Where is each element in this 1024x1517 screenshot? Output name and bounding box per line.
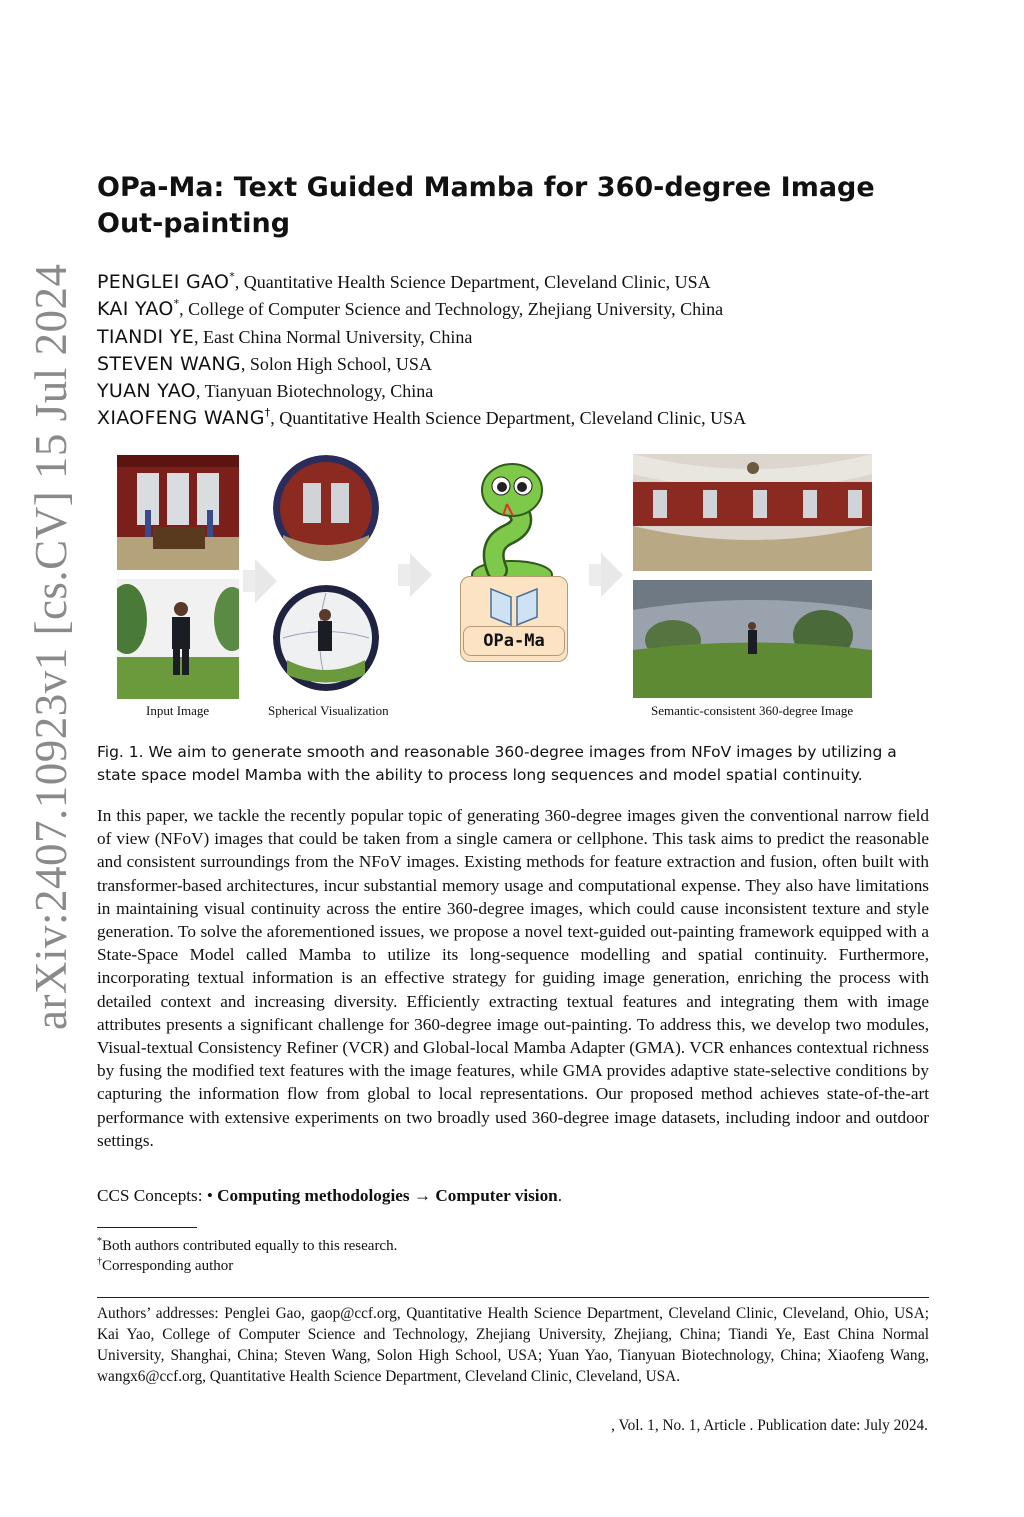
footnote-mark: † xyxy=(97,1256,102,1267)
author-list xyxy=(97,263,957,430)
footnote-text: Corresponding author xyxy=(102,1258,234,1274)
author-affiliation: , Quantitative Health Science Department, Cleveland Clinic, USA xyxy=(270,408,747,429)
sphere-office xyxy=(273,455,379,561)
model-icon xyxy=(461,581,567,631)
author-affiliation: , College of Computer Science and Technology, Zhejiang University, China xyxy=(179,299,724,320)
author-line xyxy=(97,399,957,430)
author-name: YUAN YAO xyxy=(97,380,196,403)
author-line xyxy=(97,318,957,348)
flow-arrow-icon xyxy=(601,553,623,597)
author-affiliation: , Solon High School, USA xyxy=(240,353,432,374)
footnote-equal-contribution xyxy=(97,1236,397,1255)
footnote-corresponding xyxy=(97,1256,233,1275)
author-affiliation: , East China Normal University, China xyxy=(194,326,473,347)
ccs-concepts xyxy=(97,1186,562,1206)
teaser-figure xyxy=(115,452,885,722)
input-image-office xyxy=(117,455,239,570)
flow-arrow-body xyxy=(398,564,410,586)
paper-title: OPa-Ma: Text Guided Mamba for 360-degree Image Out-painting xyxy=(97,172,875,239)
author-line xyxy=(97,372,957,403)
ccs-suffix: . xyxy=(557,1186,563,1205)
input-image-field xyxy=(117,579,239,699)
author-name: PENGLEI GAO xyxy=(97,271,230,293)
flow-arrow-body xyxy=(243,570,255,592)
author-mark: † xyxy=(264,406,271,420)
author-name: XIAOFENG WANG xyxy=(97,407,265,430)
flow-arrow-icon xyxy=(255,559,277,603)
author-mark: * xyxy=(229,270,235,283)
author-line xyxy=(97,290,957,321)
footnote-mark: * xyxy=(97,1236,102,1247)
author-line xyxy=(97,263,957,293)
ccs-arrow: → xyxy=(409,1186,436,1205)
sphere-field xyxy=(273,585,379,691)
footnote-rule xyxy=(97,1227,197,1228)
model-name: OPa-Ma xyxy=(483,631,545,651)
output-panorama-outdoor xyxy=(633,580,872,698)
author-line xyxy=(97,345,957,375)
model-block xyxy=(460,576,568,662)
figure-caption: Fig. 1. We aim to generate smooth and reasonable 360-degree images from NFoV images by utilizing a state space model Mamba with the ability to process long sequences and model spatial continuity. xyxy=(97,743,897,784)
mamba-snake-illustration xyxy=(467,460,557,590)
author-addresses: Authors’ addresses: Penglei Gao, gaop@ccf.org, Quantitative Health Science Department, Cleveland Clinic, Cleveland, Ohio, USA; Kai Yao, College of Computer Science and Technology, Zhejiang University, Zhejiang, China; Tiandi Ye, East China Normal University, Shanghai, China; Steven Wang, Solon High School, USA; Yuan Yao, Tianyuan Biotechnology, China; Xiaofeng Wang, wangx6@ccf.org, Quantitative Health Science Department, Cleveland Clinic, Cleveland, USA. xyxy=(97,1305,929,1385)
arxiv-identifier: arXiv:2407.10923v1 [cs.CV] 15 Jul 2024 xyxy=(26,263,76,1030)
label-semantic-consistent-output: Semantic-consistent 360-degree Image xyxy=(651,703,854,718)
model-name-box xyxy=(463,626,565,656)
ccs-prefix: CCS Concepts: • xyxy=(97,1186,218,1205)
author-name: STEVEN WANG xyxy=(97,352,241,375)
footnote-text: Both authors contributed equally to this research. xyxy=(102,1238,398,1254)
abstract: In this paper, we tackle the recently popular topic of generating 360-degree images given the conventional narrow field of view (NFoV) images that could be taken from a single camera or cellphone. This task aims to predict the reasonable and consistent surroundings from the NFoV images. Existing methods for feature extraction and fusion, often built with transformer-based architectures, incur substantial memory usage and computational expense. They also have limitations in maintaining visual continuity across the entire 360-degree images, which could cause inconsistent texture and style generation. To solve the aforementioned issues, we propose a novel text-guided out-painting framework equipped with a State-Space Model called Mamba to utilize its long-sequence modelling and spatial continuity. Furthermore, incorporating textual information is an effective strategy for guiding image generation, enriching the process with detailed context and increasing diversity. Efficiently extracting textual features and integrating them with image attributes presents a significant challenge for 360-degree image out-painting. To address this, we develop two modules, Visual-textual Consistency Refiner (VCR) and Global-local Mamba Adapter (GMA). VCR enhances contextual richness by fusing the modified text features with the image features, while GMA provides adaptive state-selective conditions by capturing the information flow from global to local representations. Our proposed method achieves state-of-the-art performance with extensive experiments on two broadly used 360-degree image datasets, including indoor and outdoor settings. xyxy=(97,806,929,1150)
flow-arrow-body xyxy=(589,564,601,586)
author-mark: * xyxy=(173,297,180,311)
author-affiliation: , Quantitative Health Science Department, Cleveland Clinic, USA xyxy=(234,272,711,292)
author-name: TIANDI YE xyxy=(97,325,195,348)
label-spherical-visualization: Spherical Visualization xyxy=(268,703,389,718)
label-input-image: Input Image xyxy=(146,703,210,718)
author-name: KAI YAO xyxy=(97,298,174,321)
flow-arrow-icon xyxy=(410,553,432,597)
addresses-rule xyxy=(97,1297,929,1298)
ccs-term-computing-methodologies: Computing methodologies xyxy=(217,1186,410,1205)
author-affiliation: , Tianyuan Biotechnology, China xyxy=(195,381,434,402)
ccs-term-computer-vision: Computer vision xyxy=(435,1186,558,1205)
publication-info: , Vol. 1, No. 1, Article . Publication date: July 2024. xyxy=(611,1417,928,1434)
output-panorama-indoor xyxy=(633,454,872,571)
